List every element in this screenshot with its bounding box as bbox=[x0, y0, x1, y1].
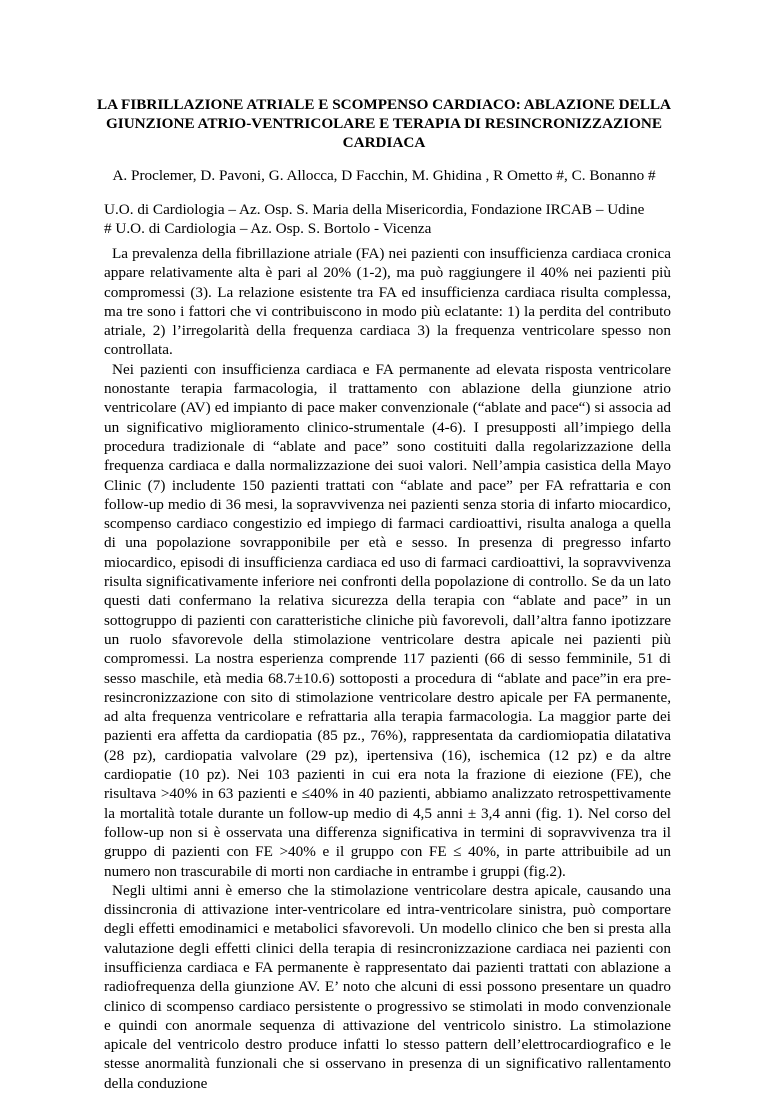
affiliation-line: # U.O. di Cardiologia – Az. Osp. S. Bortolo - Vicenza bbox=[104, 220, 432, 237]
paragraph: La prevalenza della fibrillazione atriale (FA) nei pazienti con insufficienza cardiaca cronica appare relativamente alta è pari al 20% (1-2), ma può raggiungere il 40% nei pazienti più compromessi (3). La relazione esistente tra FA ed insufficienza cardiaca risulta complessa, ma tre sono i fattori che vi contribuiscono in modo più eclatante: 1) la perdita del contributo atriale, 2) l’irregolarità della frequenza cardiaca 3) la frequenza ventricolare spesso non controllata. bbox=[104, 245, 671, 359]
paragraph: Negli ultimi anni è emerso che la stimolazione ventricolare destra apicale, causando una dissincronia di attivazione inter-ventricolare ed intra-ventricolare sinistra, può comportare degli effetti emodinamici e metabolici sfavorevoli. Un modello clinico che ben si presta alla valutazione degli effetti clinici della terapia di resincronizzazione cardiaca nei pazienti con insufficienza cardiaca e FA permanente è rappresentato dai pazienti trattati con ablazione a radiofrequenza della giunzione AV. E’ noto che alcuni di essi possono presentare un quadro clinico di scompenso cardiaco persistente o progressivo se stimolati in modo convenzionale e quindi con anormale sequenza di attivazione del ventricolo sinistro. La stimolazione apicale del ventricolo destro produce infatti lo stesso pattern dell’elettrocardiografico e le stesse anormalità funzionali che si osservano in presenza di un significativo rallentamento della conduzione bbox=[104, 881, 671, 1092]
affiliations bbox=[104, 200, 704, 238]
author-list: A. Proclemer, D. Pavoni, G. Allocca, D Facchin, M. Ghidina , R Ometto #, C. Bonanno # bbox=[112, 167, 656, 184]
affiliation-line: U.O. di Cardiologia – Az. Osp. S. Maria della Misericordia, Fondazione IRCAB – Udine bbox=[104, 201, 645, 218]
paragraph: Nei pazienti con insufficienza cardiaca e FA permanente ad elevata risposta ventricolare nonostante terapia farmacologia, il trattamento con ablazione della giunzione atrio ventricolare (AV) ed impianto di pace maker convenzionale (“ablate and pace“) si associa ad un significativo miglioramento clinico-strumentale (4-6). I presupposti all’impiego della procedura tradizionale di “ablate and pace” sono costituiti dalla regolarizzazione della frequenza cardiaca e dalla normalizzazione dei suoi valori. Nell’ampia casistica della Mayo Clinic (7) includente 150 pazienti trattati con “ablate and pace” per FA refrattaria e con follow-up medio di 36 mesi, la sopravvivenza nei pazienti senza storia di infarto miocardico, scompenso cardiaco congestizio ed impiego di farmaci cardioattivi, risulta analoga a quella di una popolazione sovrapponibile per età e sesso. In presenza di pregresso infarto miocardico, episodi di insufficienza cardiaca ed uso di farmaci cardioattivi, la sopravvivenza risulta significativamente inferiore nei confronti della popolazione di controllo. Se da un lato questi dati confermano la relativa sicurezza della terapia con “ablate and pace” in un sottogruppo di pazienti con caratteristiche cliniche più favorevoli, dall’altra fanno ipotizzare un ruolo sfavorevole della stimolazione ventricolare destra apicale nei pazienti più compromessi. La nostra esperienza comprende 117 pazienti (66 di sesso femminile, 51 di sesso maschile, età media 68.7±10.6) sottoposti a procedura di “ablate and pace”in era pre-resincronizzazione con sito di stimolazione ventricolare destro apicale per FA permanente, ad alta frequenza ventricolare e refrattaria alla terapia farmacologia. La maggior parte dei pazienti era affetta da cardiopatia (85 pz., 76%), rappresentata da cardiomiopatia dilatativa (28 pz), cardiopatia valvolare (29 pz), ipertensiva (16), ischemica (12 pz) e da altre cardiopatie (10 pz). Nei 103 pazienti in cui era nota la frazione di eiezione (FE), che risultava >40% in 63 pazienti e ≤40% in 40 pazienti, abbiamo analizzato retrospettivamente la mortalità totale durante un follow-up medio di 4,5 anni ± 3,4 anni (fig. 1). Nel corso del follow-up non si è osservata una differenza significativa in termini di sopravvivenza tra il gruppo di pazienti con FE >40% e il gruppo con FE ≤ 40%, in parte attribuibile ad un numero non trascurabile di morti non cardiache in entrambe i gruppi (fig.2). bbox=[104, 360, 671, 880]
document-title: LA FIBRILLAZIONE ATRIALE E SCOMPENSO CARDIACO: ABLAZIONE DELLA GIUNZIONE ATRIO-VENTRICOLARE E TERAPIA DI RESINCRONIZZAZIONE CARDIACA bbox=[97, 96, 671, 151]
body-text bbox=[104, 244, 671, 1093]
